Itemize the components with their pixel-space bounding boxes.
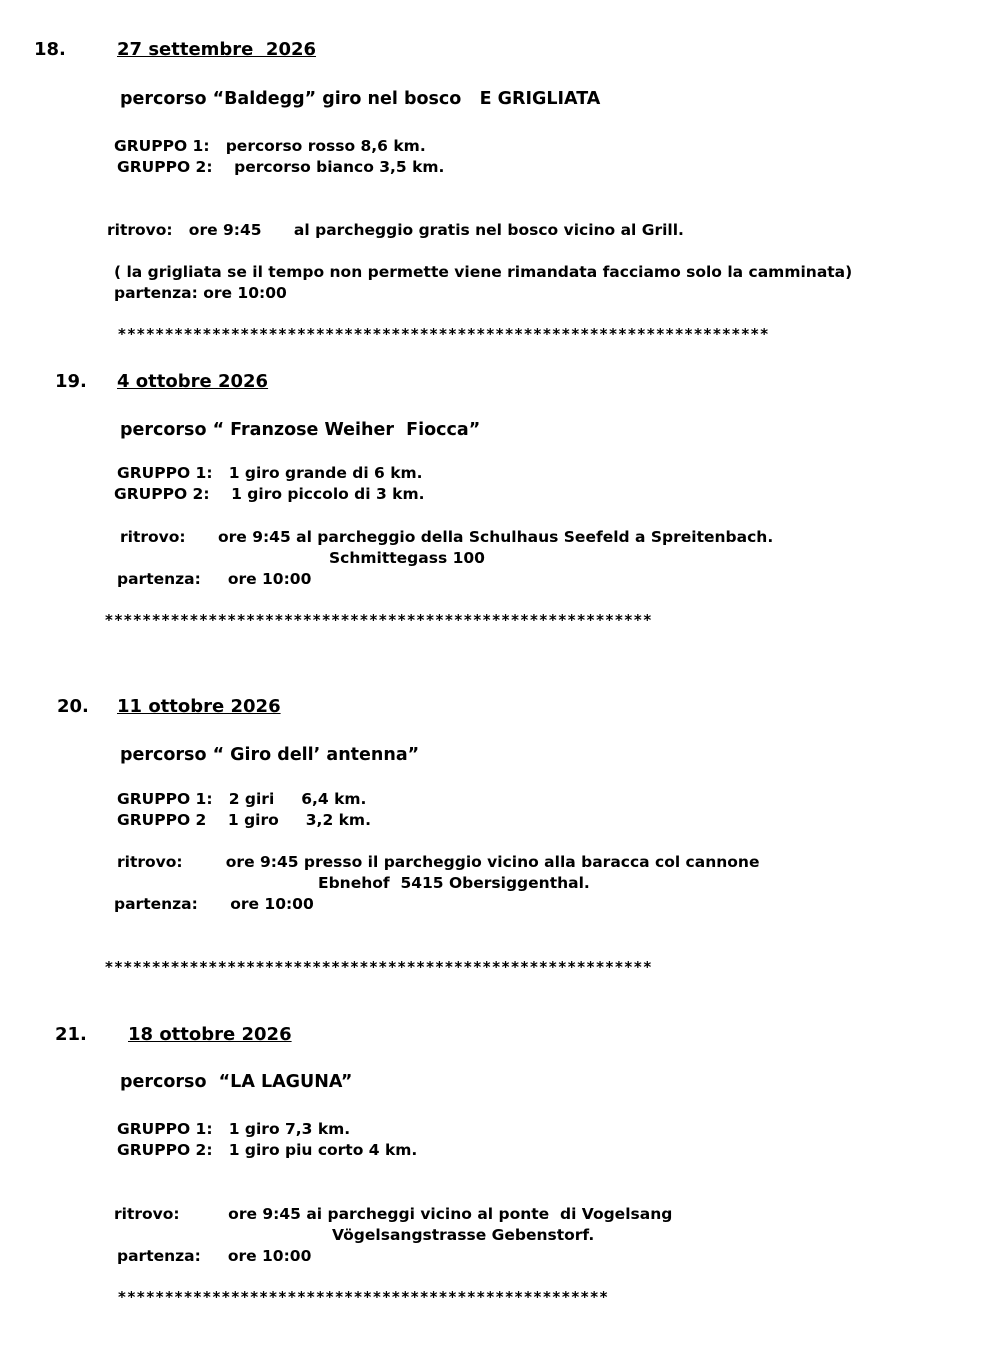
group-2: GRUPPO 2: percorso bianco 3,5 km. <box>117 158 445 176</box>
meeting-address: Ebnehof 5415 Obersiggenthal. <box>318 874 590 892</box>
departure: partenza: ore 10:00 <box>117 570 312 588</box>
group-2: GRUPPO 2 1 giro 3,2 km. <box>117 811 371 829</box>
group-2: GRUPPO 2: 1 giro piu corto 4 km. <box>117 1141 418 1159</box>
note: ( la grigliata se il tempo non permette viene rimandata facciamo solo la camminata) <box>114 263 853 281</box>
meeting-point: ritrovo: ore 9:45 al parcheggio della Schulhaus Seefeld a Spreitenbach. <box>120 528 774 546</box>
route-title: percorso “ Franzose Weiher Fiocca” <box>120 420 481 440</box>
route-title: percorso “LA LAGUNA” <box>120 1072 353 1092</box>
group-2: GRUPPO 2: 1 giro piccolo di 3 km. <box>114 485 425 503</box>
group-1: GRUPPO 1: percorso rosso 8,6 km. <box>114 137 426 155</box>
departure: partenza: ore 10:00 <box>114 284 287 302</box>
entry-date: 4 ottobre 2026 <box>117 371 269 392</box>
group-1: GRUPPO 1: 1 giro grande di 6 km. <box>117 464 423 482</box>
entry-number: 18. <box>34 39 66 60</box>
meeting-address: Schmittegass 100 <box>329 549 485 567</box>
separator: ********************************************************** <box>105 958 653 976</box>
entry-number: 20. <box>57 696 89 717</box>
departure: partenza: ore 10:00 <box>114 895 314 913</box>
entry-date: 18 ottobre 2026 <box>128 1024 292 1045</box>
route-title: percorso “ Giro dell’ antenna” <box>120 745 420 765</box>
route-title: percorso “Baldegg” giro nel bosco E GRIGLIATA <box>120 89 601 109</box>
entry-number: 19. <box>55 371 87 392</box>
meeting-point: ritrovo: ore 9:45 presso il parcheggio vicino alla baracca col cannone <box>117 853 760 871</box>
group-1: GRUPPO 1: 1 giro 7,3 km. <box>117 1120 351 1138</box>
entry-number: 21. <box>55 1024 87 1045</box>
departure: partenza: ore 10:00 <box>117 1247 312 1265</box>
separator: **************************************************** <box>118 1288 610 1306</box>
meeting-point: ritrovo: ore 9:45 al parcheggio gratis nel bosco vicino al Grill. <box>107 221 684 239</box>
separator: ********************************************************************* <box>118 325 770 343</box>
group-1: GRUPPO 1: 2 giri 6,4 km. <box>117 790 367 808</box>
meeting-address: Vögelsangstrasse Gebenstorf. <box>332 1226 595 1244</box>
entry-date: 27 settembre 2026 <box>117 39 317 60</box>
meeting-point: ritrovo: ore 9:45 ai parcheggi vicino al ponte di Vogelsang <box>114 1205 673 1223</box>
separator: ********************************************************** <box>105 611 653 629</box>
entry-date: 11 ottobre 2026 <box>117 696 281 717</box>
